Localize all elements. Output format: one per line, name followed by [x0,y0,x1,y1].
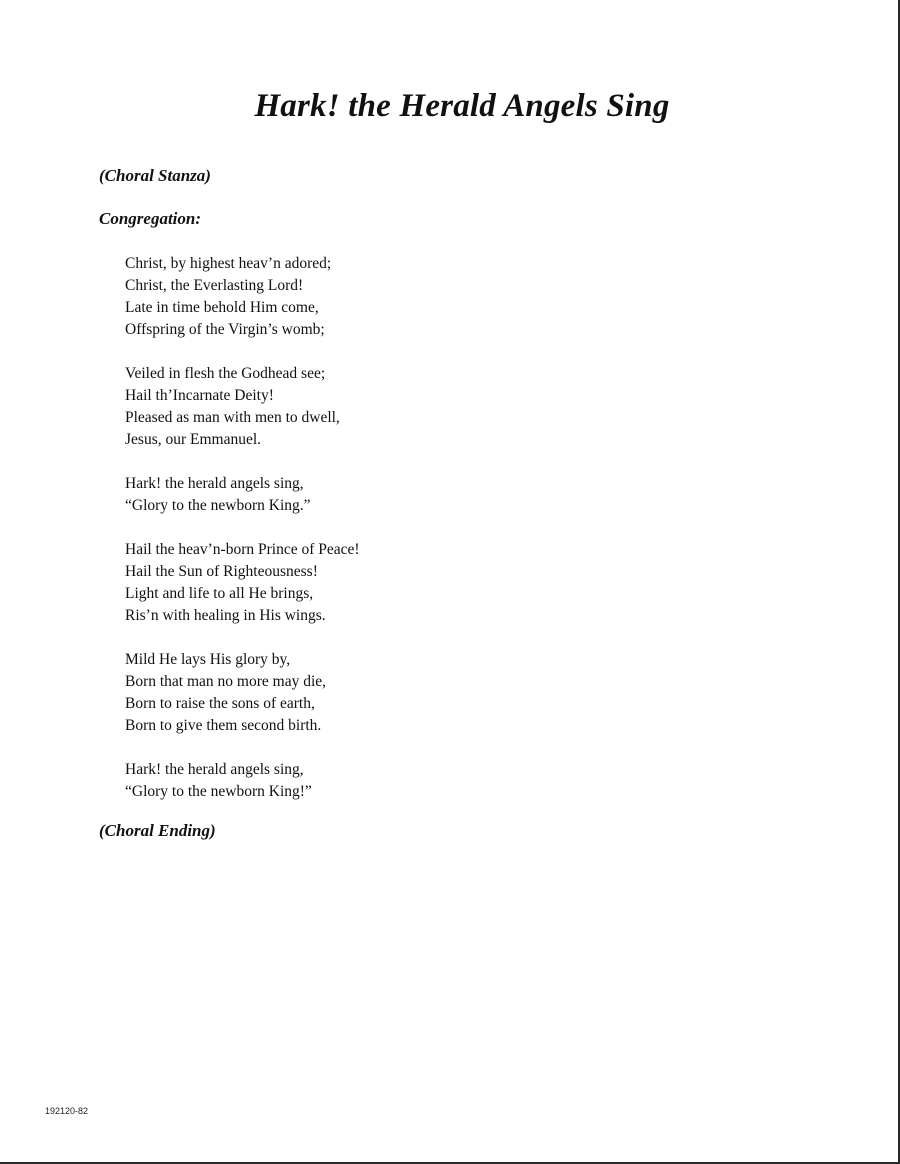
lyric-line: Hail the Sun of Righteousness! [125,563,318,580]
stanza-3 [125,539,525,627]
lyric-line: Hail th’Incarnate Deity! [125,387,274,404]
page-code: 192120-82 [45,1106,89,1116]
lyrics-block [125,253,525,825]
lyric-line: Christ, by highest heav’n adored; [125,255,332,272]
lyric-line: “Glory to the newborn King!” [125,783,312,800]
lyric-line: Ris’n with healing in His wings. [125,607,326,624]
choral-stanza-label: (Choral Stanza) [99,166,211,185]
lyric-line: Hark! the herald angels sing, [125,475,304,492]
lyric-line: Late in time behold Him come, [125,299,319,316]
choral-ending-label: (Choral Ending) [99,821,216,840]
refrain-1 [125,473,525,517]
congregation-label: Congregation: [99,209,202,228]
lyric-line: Offspring of the Virgin’s womb; [125,321,325,338]
stanza-2 [125,363,525,451]
refrain-2 [125,759,525,803]
lyric-line: Mild He lays His glory by, [125,651,291,668]
lyric-line: Pleased as man with men to dwell, [125,409,340,426]
lyric-line: Hail the heav’n-born Prince of Peace! [125,541,360,558]
lyric-line: Light and life to all He brings, [125,585,314,602]
lyric-line: Veiled in flesh the Godhead see; [125,365,326,382]
lyric-line: Christ, the Everlasting Lord! [125,277,304,294]
lyric-line: Hark! the herald angels sing, [125,761,304,778]
stanza-4 [125,649,525,737]
page-title: Hark! the Herald Angels Sing [254,88,670,124]
lyric-line: Jesus, our Emmanuel. [125,431,262,448]
lyric-line: Born to raise the sons of earth, [125,695,315,712]
stanza-1 [125,253,525,341]
lyric-line: Born to give them second birth. [125,717,322,734]
lyric-line: “Glory to the newborn King.” [125,497,311,514]
lyric-line: Born that man no more may die, [125,673,327,690]
